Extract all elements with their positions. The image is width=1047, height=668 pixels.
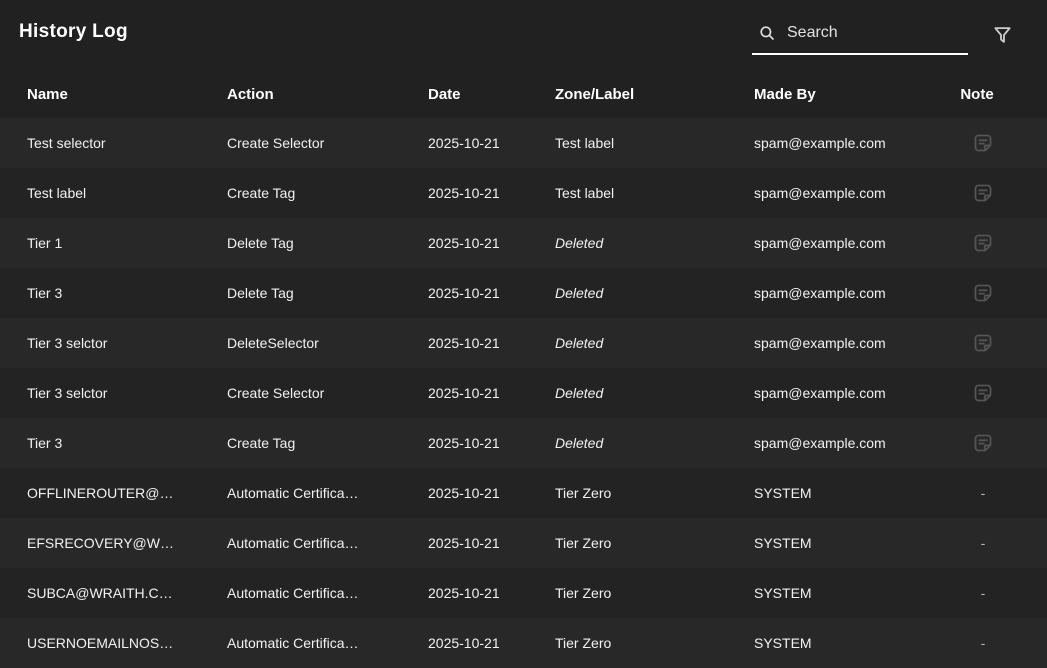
cell-date: 2025-10-21 — [428, 385, 500, 401]
cell-name: Tier 3 selctor — [27, 335, 108, 351]
cell-made-by: SYSTEM — [754, 485, 812, 501]
cell-zone-label: Tier Zero — [555, 485, 612, 501]
cell-action: Automatic Certifica… — [227, 535, 359, 551]
cell-date: 2025-10-21 — [428, 535, 500, 551]
cell-date: 2025-10-21 — [428, 435, 500, 451]
cell-note — [954, 282, 1012, 304]
cell-action: Automatic Certifica… — [227, 485, 359, 501]
table-row — [0, 368, 1047, 418]
cell-date: 2025-10-21 — [428, 285, 500, 301]
note-icon[interactable] — [954, 432, 1012, 454]
cell-zone-label: Tier Zero — [555, 535, 612, 551]
cell-zone-label: Deleted — [555, 385, 604, 401]
column-header-date: Date — [428, 85, 461, 103]
cell-action: DeleteSelector — [227, 335, 319, 351]
cell-action: Create Selector — [227, 135, 325, 151]
note-icon[interactable] — [954, 282, 1012, 304]
note-placeholder-dash: - — [980, 635, 986, 651]
cell-note — [954, 535, 1012, 551]
cell-action: Delete Tag — [227, 285, 294, 301]
cell-note — [954, 485, 1012, 501]
cell-made-by: SYSTEM — [754, 535, 812, 551]
cell-note — [954, 182, 1012, 204]
cell-name: Tier 3 — [27, 285, 63, 301]
column-header-made-by: Made By — [754, 85, 816, 103]
cell-zone-label: Tier Zero — [555, 635, 612, 651]
note-icon[interactable] — [954, 332, 1012, 354]
cell-name: SUBCA@WRAITH.C… — [27, 585, 173, 601]
cell-action: Create Tag — [227, 435, 296, 451]
cell-made-by: spam@example.com — [754, 285, 886, 301]
cell-made-by: spam@example.com — [754, 435, 886, 451]
funnel-icon — [991, 24, 1014, 49]
table-row — [0, 568, 1047, 618]
table-row — [0, 518, 1047, 568]
cell-name: OFFLINEROUTER@… — [27, 485, 174, 501]
cell-zone-label: Deleted — [555, 435, 604, 451]
note-icon[interactable] — [954, 382, 1012, 404]
cell-action: Automatic Certifica… — [227, 635, 359, 651]
search-box[interactable] — [752, 17, 968, 55]
cell-action: Delete Tag — [227, 235, 294, 251]
note-placeholder-dash: - — [980, 485, 986, 501]
table-row — [0, 218, 1047, 268]
cell-name: USERNOEMAILNOS… — [27, 635, 174, 651]
cell-action: Automatic Certifica… — [227, 585, 359, 601]
cell-name: Tier 3 — [27, 435, 63, 451]
note-icon[interactable] — [954, 132, 1012, 154]
cell-date: 2025-10-21 — [428, 335, 500, 351]
cell-made-by: SYSTEM — [754, 585, 812, 601]
column-header-name: Name — [27, 85, 68, 103]
cell-made-by: spam@example.com — [754, 185, 886, 201]
cell-date: 2025-10-21 — [428, 135, 500, 151]
table-row — [0, 318, 1047, 368]
cell-date: 2025-10-21 — [428, 235, 500, 251]
column-header-note: Note — [960, 85, 994, 103]
cell-made-by: SYSTEM — [754, 635, 812, 651]
cell-note — [954, 585, 1012, 601]
cell-note — [954, 232, 1012, 254]
table-body — [0, 118, 1047, 668]
cell-date: 2025-10-21 — [428, 485, 500, 501]
cell-note — [954, 432, 1012, 454]
cell-name: Test label — [27, 185, 87, 201]
cell-zone-label: Deleted — [555, 285, 604, 301]
cell-made-by: spam@example.com — [754, 335, 886, 351]
cell-zone-label: Deleted — [555, 235, 604, 251]
cell-note — [954, 132, 1012, 154]
cell-made-by: spam@example.com — [754, 385, 886, 401]
cell-name: EFSRECOVERY@W… — [27, 535, 174, 551]
cell-name: Tier 1 — [27, 235, 63, 251]
cell-zone-label: Test label — [555, 135, 615, 151]
page-title: History Log — [19, 21, 128, 42]
table-row — [0, 468, 1047, 518]
note-icon[interactable] — [954, 182, 1012, 204]
table-row — [0, 268, 1047, 318]
cell-zone-label: Tier Zero — [555, 585, 612, 601]
cell-name: Tier 3 selctor — [27, 385, 108, 401]
cell-date: 2025-10-21 — [428, 585, 500, 601]
note-placeholder-dash: - — [980, 585, 986, 601]
cell-note — [954, 635, 1012, 651]
cell-date: 2025-10-21 — [428, 185, 500, 201]
note-placeholder-dash: - — [980, 535, 986, 551]
cell-action: Create Selector — [227, 385, 325, 401]
cell-note — [954, 382, 1012, 404]
cell-date: 2025-10-21 — [428, 635, 500, 651]
cell-made-by: spam@example.com — [754, 135, 886, 151]
column-header-zone-label: Zone/Label — [555, 85, 635, 103]
cell-note — [954, 332, 1012, 354]
cell-made-by: spam@example.com — [754, 235, 886, 251]
topbar — [0, 0, 1047, 70]
cell-name: Test selector — [27, 135, 106, 151]
filter-button[interactable] — [986, 20, 1018, 52]
cell-zone-label: Deleted — [555, 335, 604, 351]
search-icon — [758, 24, 776, 42]
table-row — [0, 118, 1047, 168]
search-input[interactable] — [785, 23, 964, 43]
cell-action: Create Tag — [227, 185, 296, 201]
table-row — [0, 418, 1047, 468]
table-header-row — [0, 70, 1047, 118]
cell-zone-label: Test label — [555, 185, 615, 201]
table-row — [0, 168, 1047, 218]
column-header-action: Action — [227, 85, 274, 103]
table-row — [0, 618, 1047, 668]
note-icon[interactable] — [954, 232, 1012, 254]
